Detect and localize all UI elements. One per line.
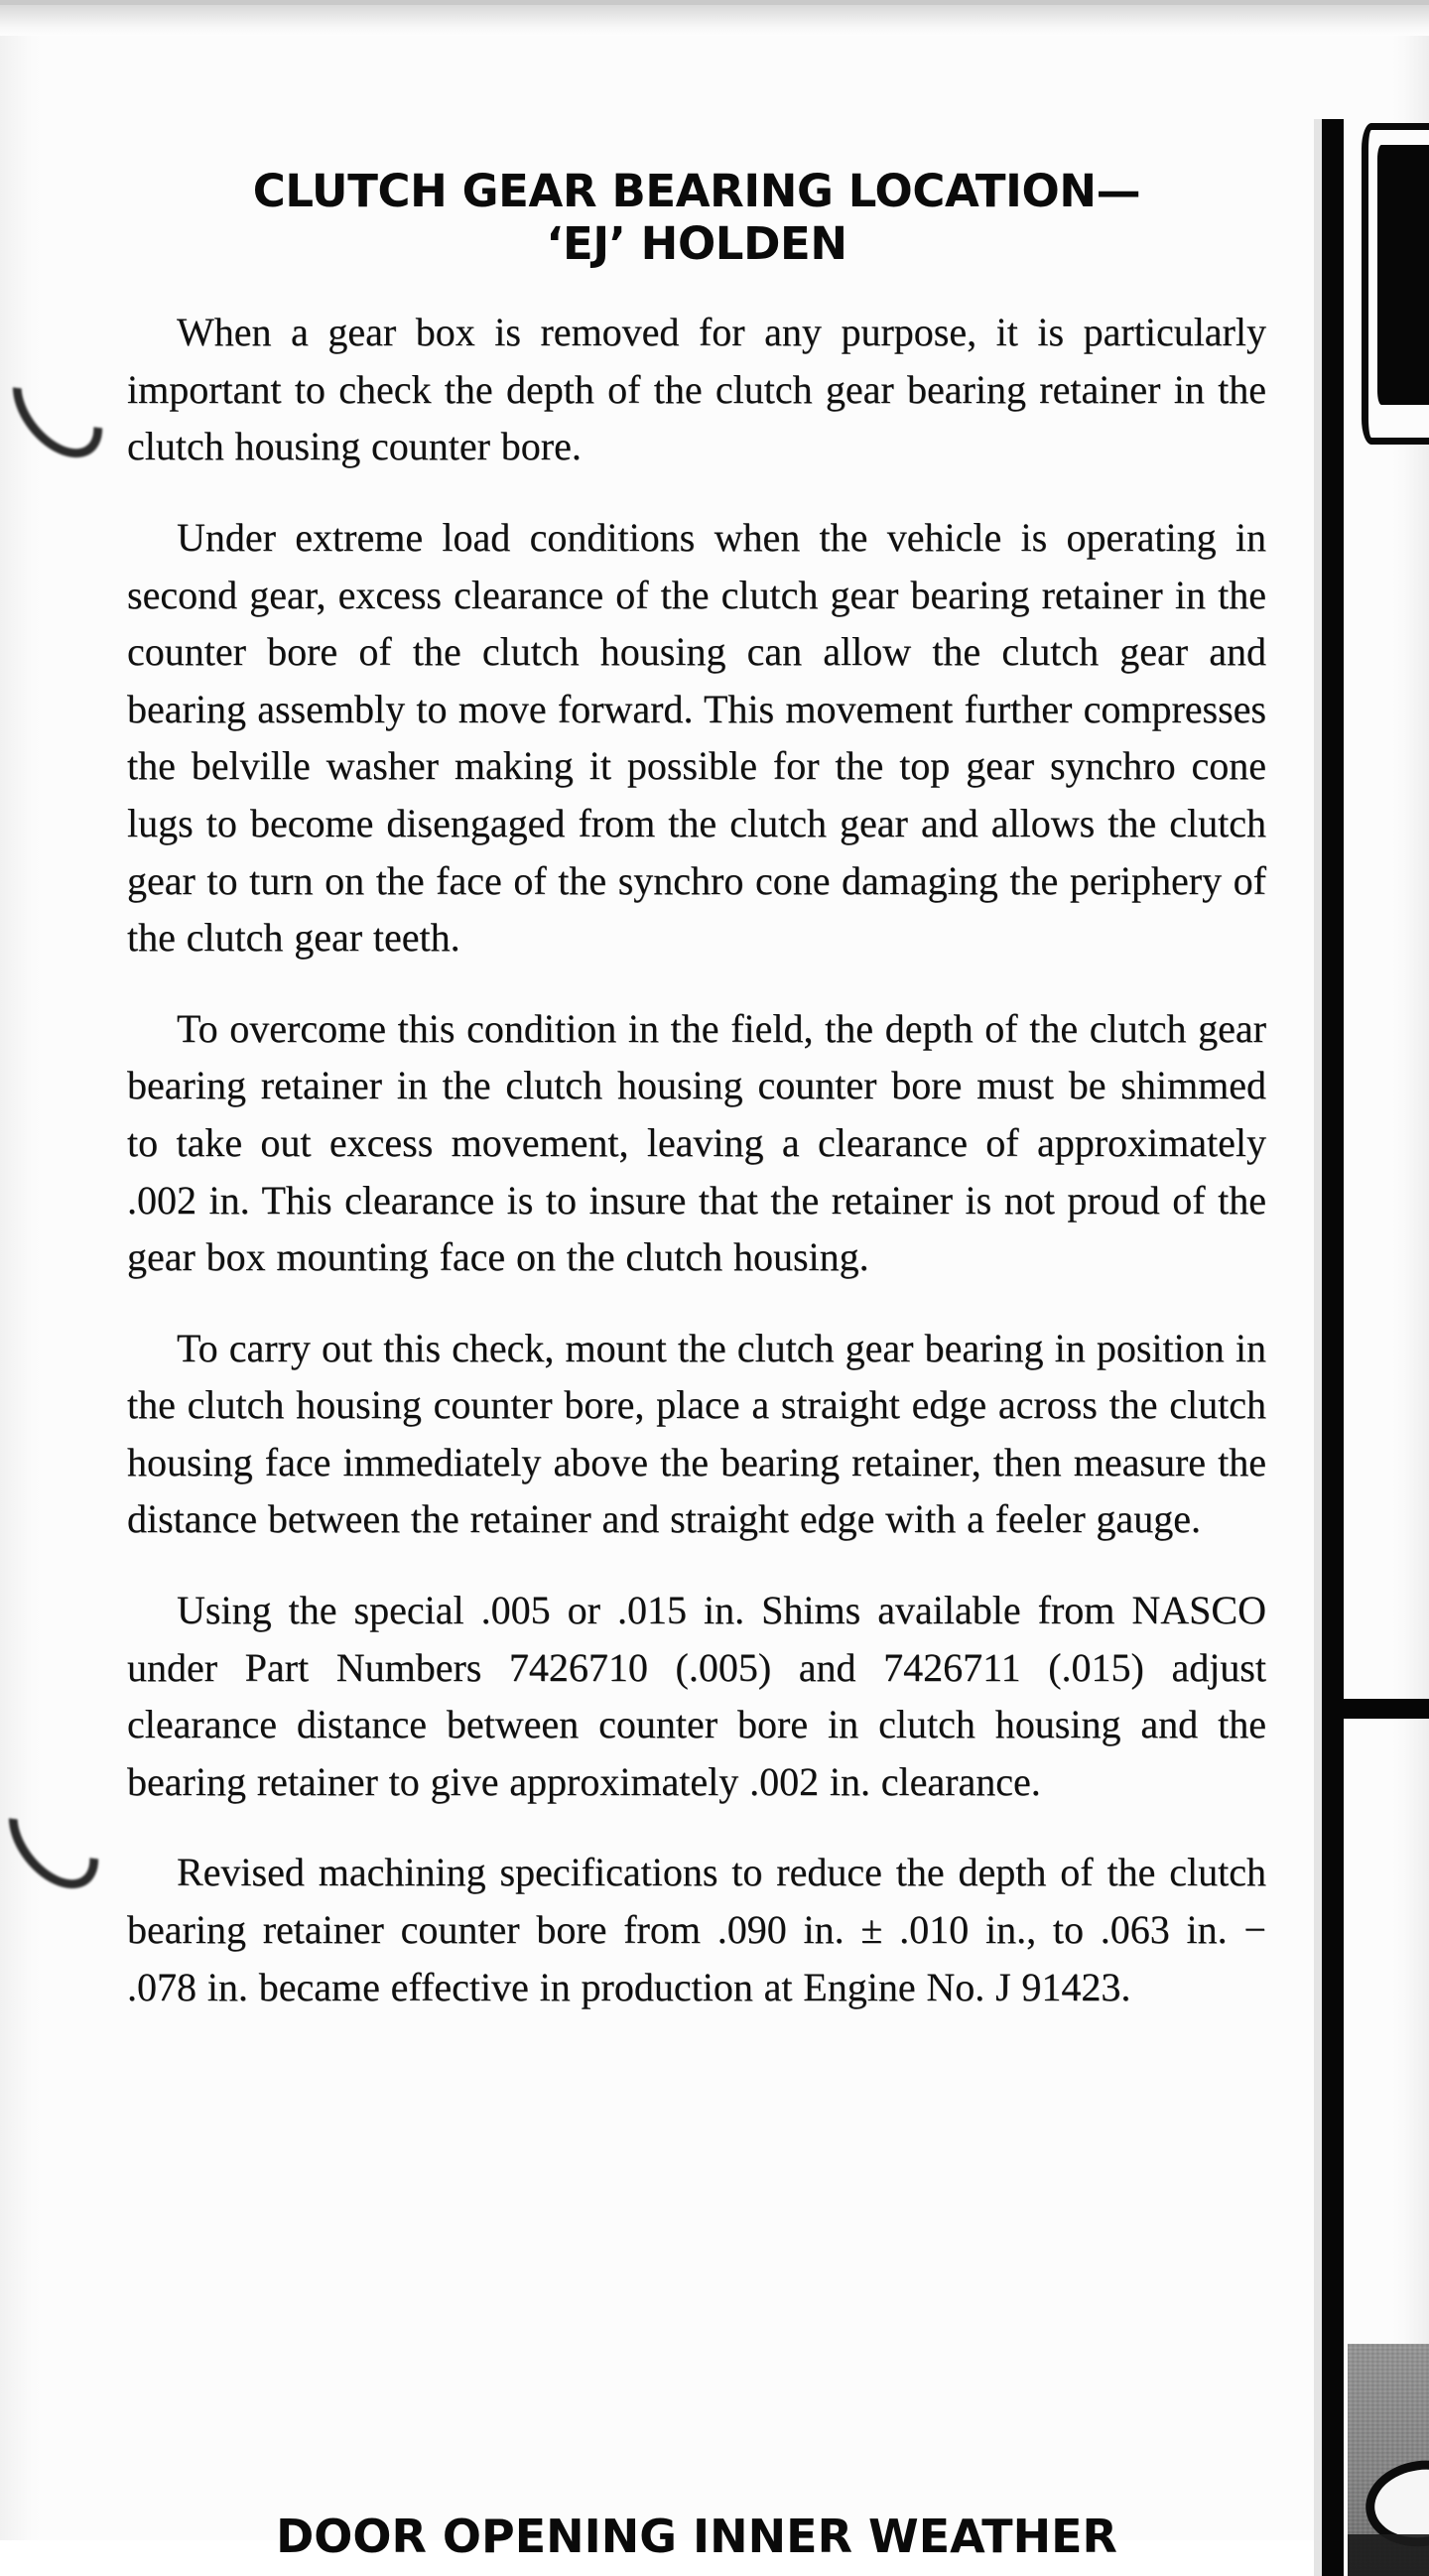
body-paragraph: Revised machining specifications to reduce the depth of the clutch bearing retainer counter bore from .090 in. ± .010 in., to .063 in. − .078 in. became effective in production at Engine No. J 91423. xyxy=(127,1850,1266,2009)
scanner-top-bar xyxy=(0,0,1429,36)
figure-photograph-bottom xyxy=(1348,2344,1429,2576)
body-paragraph: Using the special .005 or .015 in. Shims available from NASCO under Part Numbers 7426710 (.005) and 7426711 (.015) adjust clearance distance between counter bore in clutch housing and the bearing retainer to give approximately .002 in. clearance. xyxy=(127,1588,1266,1804)
article-title: CLUTCH GEAR BEARING LOCATION— ‘EJ’ HOLDEN xyxy=(252,165,1141,271)
body-paragraph: When a gear box is removed for any purpose, it is particularly important to check the depth of the clutch gear bearing retainer in the clutch housing counter bore. xyxy=(127,310,1266,469)
scanner-top-edge-line xyxy=(0,0,1429,5)
main-text-column xyxy=(127,165,1266,2015)
body-paragraph: To carry out this check, mount the clutch gear bearing in position in the clutch housing counter bore, place a straight edge across the clutch housing face immediately above the bearing retainer, then measure the distance between the retainer and straight edge with a feeler gauge. xyxy=(127,1325,1266,1542)
figure-solid-fill xyxy=(1377,145,1429,405)
next-section-heading: DOOR OPENING INNER WEATHER xyxy=(276,2510,1117,2563)
figure-illustration-top xyxy=(1362,123,1429,431)
photo-dark-foreground xyxy=(1348,2534,1429,2576)
body-paragraph: To overcome this condition in the field, the depth of the clutch gear bearing retainer in the clutch housing counter bore must be shimmed to take out excess movement, leaving a clearance of approximately .002 in. This clearance is to insure that the retainer is not proud of the gear box mounting face on the clutch housing. xyxy=(127,1005,1266,1280)
column-rule-highlight xyxy=(1314,119,1322,2576)
column-rule-vertical xyxy=(1322,119,1344,2576)
scanned-page-sheet xyxy=(0,36,1429,2563)
body-paragraph: Under extreme load conditions when the vehicle is operating in second gear, excess clearance of the clutch gear bearing retainer in the counter bore of the clutch housing can allow the clutch gear and bearing assembly to move forward. This movement further compresses the belville washer making it possible for the top gear synchro cone lugs to become disengaged from the clutch gear and allows the clutch gear to turn on the face of the synchro cone damaging the periphery of the clutch gear teeth. xyxy=(127,514,1266,961)
column-rule-horizontal xyxy=(1326,1699,1429,1719)
